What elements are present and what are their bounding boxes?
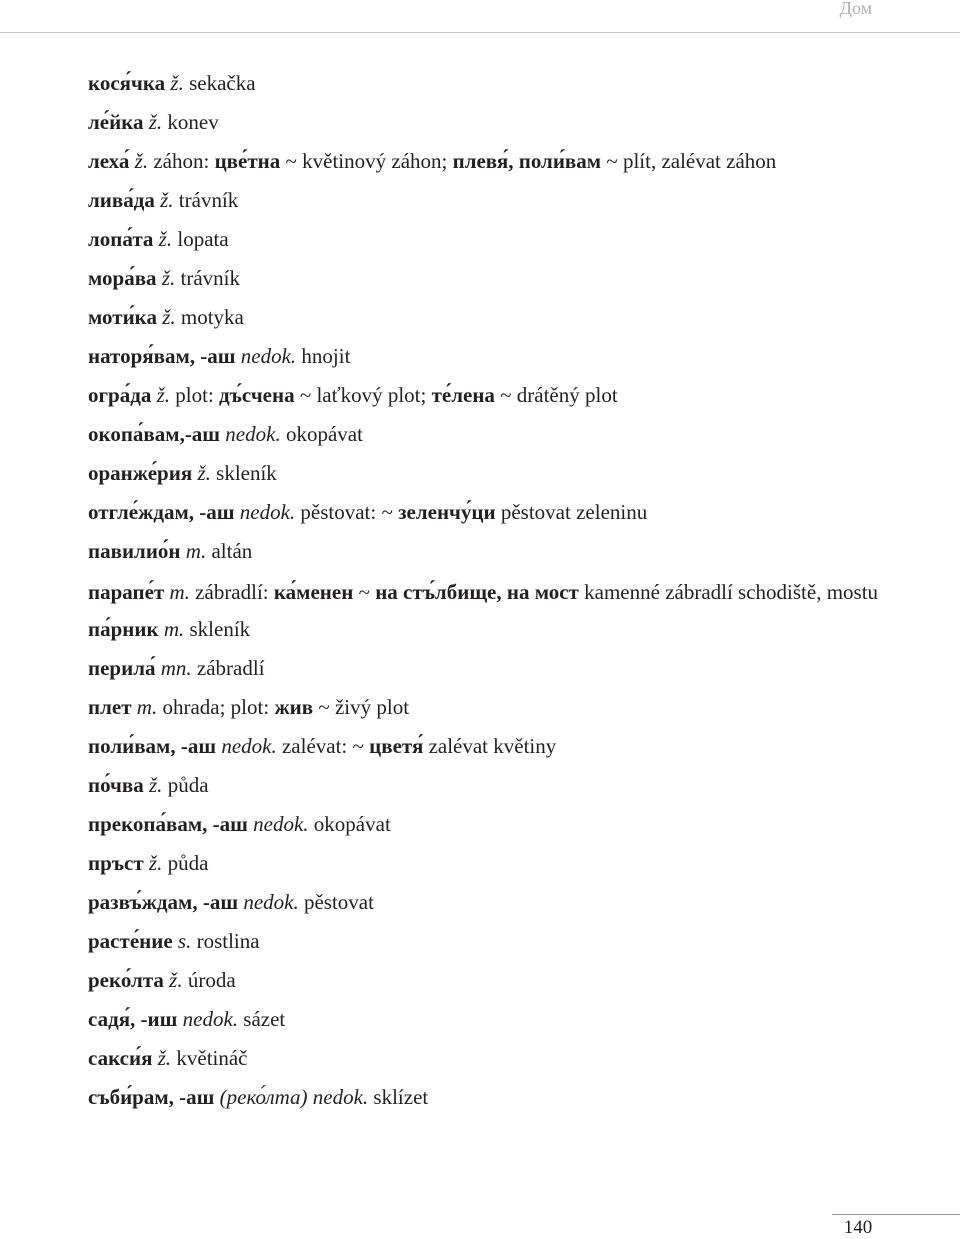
headword: лопа́та: [88, 227, 154, 251]
headword: цветя́: [369, 734, 424, 758]
definition-text: záhon:: [148, 149, 215, 173]
headword: па́рник: [88, 617, 159, 641]
definition-text: lopata: [172, 227, 229, 251]
definition-text: zábradlí:: [189, 580, 274, 604]
grammar-label: ž.: [156, 383, 171, 407]
definition-text: plot:: [170, 383, 220, 407]
headword: развъ́ждам, -аш: [88, 890, 239, 914]
definition-text: kamenné zábradlí schodiště, mostu: [578, 580, 879, 604]
glossary-entry: [88, 688, 888, 727]
definition-text: ~ živý plot: [313, 695, 410, 719]
definition-text: okopávat: [280, 422, 363, 446]
headword: моти́ка: [88, 305, 157, 329]
headword: пръст: [88, 851, 144, 875]
definition-text: hnojit: [296, 344, 351, 368]
grammar-label: nedok.: [239, 500, 296, 524]
glossary-entry: [88, 727, 888, 766]
running-header-title: Дом: [839, 0, 872, 18]
glossary-entries: [88, 64, 888, 1117]
headword: окопа́вам,-аш: [88, 422, 221, 446]
glossary-entry: [88, 415, 888, 454]
definition-text: okopávat: [308, 812, 391, 836]
definition-text: pěstovat: [298, 890, 374, 914]
headword: леха́: [88, 149, 130, 173]
headword: ле́йка: [88, 110, 144, 134]
headword: перила́: [88, 656, 156, 680]
headword: садя́, -иш: [88, 1007, 178, 1031]
glossary-entry: [88, 649, 888, 688]
definition-text: pěstovat zeleninu: [495, 500, 648, 524]
headword: жив: [274, 695, 314, 719]
grammar-label: ž.: [160, 188, 174, 212]
glossary-entry: [88, 610, 888, 649]
headword: по́чва: [88, 773, 144, 797]
glossary-entry: [88, 376, 888, 415]
headword: ка́менен: [273, 580, 354, 604]
definition-text: půda: [162, 773, 209, 797]
glossary-entry: [88, 142, 888, 181]
grammar-label: ž.: [169, 968, 183, 992]
headword: плевя́, поли́вам: [452, 149, 602, 173]
headword: расте́ние: [88, 929, 173, 953]
grammar-label: nedok.: [221, 734, 277, 758]
definition-text: půda: [162, 851, 209, 875]
grammar-label: ž.: [161, 266, 176, 290]
headword: огра́да: [88, 383, 152, 407]
definition-text: ~ drátěný plot: [494, 383, 618, 407]
grammar-label: m.: [136, 695, 158, 719]
definition-text: motyka: [175, 305, 244, 329]
grammar-label: nedok.: [182, 1007, 239, 1031]
definition-text: zalévat: ~: [276, 734, 370, 758]
footer-divider: [832, 1214, 960, 1215]
definition-text: ~ laťkový plot;: [294, 383, 432, 407]
definition-text: květináč: [171, 1046, 248, 1070]
grammar-label: mn.: [160, 656, 192, 680]
grammar-label: nedok.: [240, 344, 297, 368]
glossary-entry: [88, 883, 888, 922]
glossary-entry: [88, 844, 888, 883]
glossary-entry: [88, 766, 888, 805]
headword: съби́рам, -аш: [88, 1085, 215, 1109]
glossary-entry: [88, 805, 888, 844]
headword: плет: [88, 695, 132, 719]
definition-text: trávník: [175, 266, 240, 290]
grammar-label: ž.: [148, 110, 163, 134]
grammar-label: m.: [185, 539, 207, 563]
definition-text: skleník: [184, 617, 251, 641]
grammar-label: ž.: [170, 71, 184, 95]
headword: оранже́рия: [88, 461, 193, 485]
page-number: 140: [843, 1217, 873, 1238]
headword: на стъ́лбище, на мост: [375, 580, 579, 604]
headword: наторя́вам, -аш: [88, 344, 236, 368]
glossary-entry: [88, 1039, 888, 1078]
grammar-label: ž.: [162, 305, 176, 329]
headword: цве́тна: [214, 149, 281, 173]
headword: прекопа́вам, -аш: [88, 812, 248, 836]
grammar-label: nedok.: [225, 422, 281, 446]
headword: павилио́н: [88, 539, 181, 563]
grammar-label: ž.: [197, 461, 211, 485]
definition-text: zábradlí: [191, 656, 265, 680]
definition-text: pěstovat: ~: [295, 500, 399, 524]
headword: реко́лта: [88, 968, 164, 992]
grammar-label: ž.: [157, 1046, 172, 1070]
glossary-entry: [88, 181, 888, 220]
definition-text: sklízet: [368, 1085, 429, 1109]
grammar-label: m.: [169, 580, 190, 604]
glossary-entry: [88, 220, 888, 259]
definition-text: sekačka: [183, 71, 256, 95]
glossary-entry: [88, 259, 888, 298]
glossary-entry: [88, 961, 888, 1000]
definition-text: ohrada; plot:: [157, 695, 275, 719]
definition-text: skleník: [210, 461, 277, 485]
definition-text: rostlina: [191, 929, 260, 953]
definition-text: altán: [206, 539, 253, 563]
definition-text: ~ květinový záhon;: [280, 149, 453, 173]
grammar-label: nedok.: [253, 812, 309, 836]
definition-text: úroda: [182, 968, 236, 992]
headword: те́лена: [431, 383, 495, 407]
definition-text: sázet: [238, 1007, 286, 1031]
grammar-label: ž.: [158, 227, 173, 251]
grammar-label: m.: [163, 617, 185, 641]
headword: лива́да: [88, 188, 155, 212]
headword: мора́ва: [88, 266, 157, 290]
definition-text: trávník: [173, 188, 239, 212]
glossary-entry: [88, 493, 888, 532]
glossary-entry: [88, 532, 888, 571]
glossary-entry: [88, 922, 888, 961]
headword: отгле́ждам, -аш: [88, 500, 235, 524]
headword: дъ́счена: [219, 383, 295, 407]
header-divider: [0, 32, 960, 33]
grammar-label: ž.: [149, 773, 163, 797]
glossary-entry: [88, 298, 888, 337]
definition-text: ~: [353, 580, 376, 604]
glossary-entry: [88, 64, 888, 103]
glossary-entry: [88, 337, 888, 376]
headword: зеленчу́ци: [398, 500, 496, 524]
headword: поли́вам, -аш: [88, 734, 217, 758]
glossary-entry: [88, 1000, 888, 1039]
headword: кося́чка: [88, 71, 166, 95]
grammar-label: ž.: [134, 149, 149, 173]
grammar-label: nedok.: [243, 890, 299, 914]
grammar-label: ž.: [148, 851, 163, 875]
glossary-entry: [88, 454, 888, 493]
headword: сакси́я: [88, 1046, 153, 1070]
grammar-label: (реко́лта) nedok.: [219, 1085, 369, 1109]
definition-text: konev: [162, 110, 219, 134]
glossary-entry: [88, 103, 888, 142]
grammar-label: s.: [177, 929, 192, 953]
definition-text: ~ plít, zalévat záhon: [601, 149, 777, 173]
glossary-entry: [88, 577, 888, 607]
glossary-entry: [88, 1078, 888, 1117]
headword: парапе́т: [88, 580, 165, 604]
definition-text: zalévat květiny: [423, 734, 557, 758]
